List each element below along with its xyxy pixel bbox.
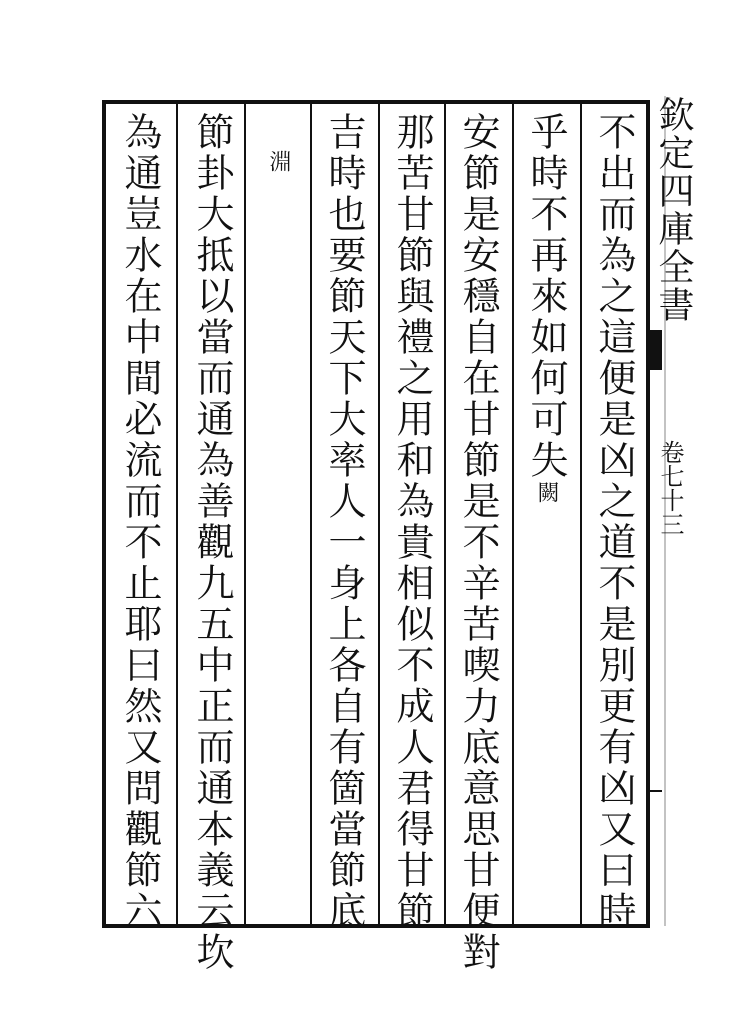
column-6-note: 淵 [266, 150, 291, 172]
column-rule [512, 104, 514, 924]
text-column-8: 為通豈水在中間必流而不止耶曰然又問觀節六 [118, 112, 162, 932]
book-title: 欽定四庫全書 [653, 96, 694, 324]
column-rule [244, 104, 246, 924]
text-column-1: 不出而為之這便是凶之道不是別更有凶又曰時 [592, 112, 636, 932]
text-column-2 [518, 112, 574, 503]
edge-mark [648, 790, 662, 792]
title-band [648, 330, 662, 370]
column-2-note: 闕 [534, 481, 559, 503]
text-column-6 [250, 150, 306, 172]
column-rule [310, 104, 312, 924]
column-rule [444, 104, 446, 924]
text-column-3: 安節是安穩自在甘節是不辛苦喫力底意思甘便對 [456, 112, 500, 973]
column-rule [580, 104, 582, 924]
column-rule [378, 104, 380, 924]
text-column-4: 那苦甘節與禮之用和為貴相似不成人君得甘節 [390, 112, 434, 932]
column-2-text: 乎時不再來如何可失 [524, 112, 568, 481]
volume-label: 卷七十三 [656, 440, 684, 536]
text-column-5: 吉時也要節天下大率人一身上各自有箇當節底 [322, 112, 366, 932]
column-rule [176, 104, 178, 924]
text-column-7: 節卦大抵以當而通為善觀九五中正而通本義云坎 [190, 112, 234, 973]
